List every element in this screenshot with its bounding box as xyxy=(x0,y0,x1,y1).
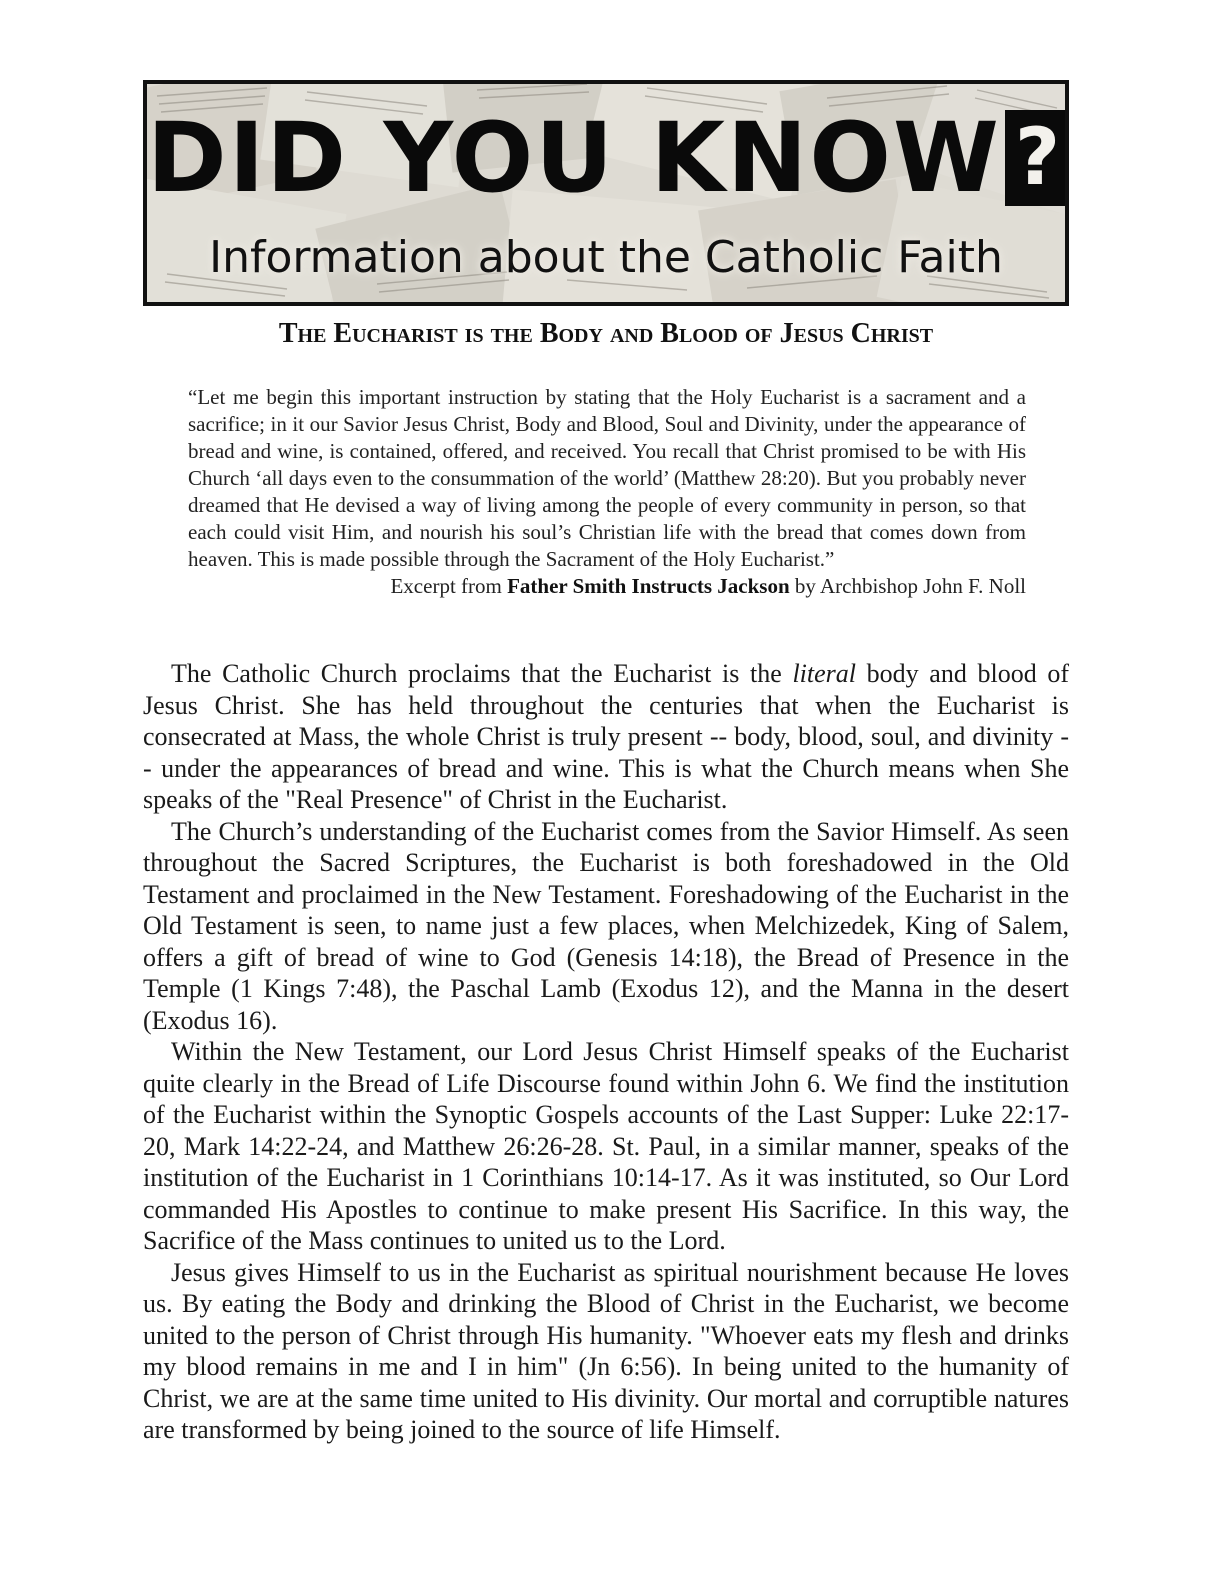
paragraph-2: The Church’s understanding of the Eucharist comes from the Savior Himself. As seen throughout the Sacred Scriptures, the Eucharist is both foreshadowed in the Old Testament and proclaimed in the New Testament. Foreshadowing of the Eucharist in the Old Testament is seen, to name just a few places, when Melchizedek, King of Salem, offers a gift of bread of wine to God (Genesis 14:18), the Bread of Presence in the Temple (1 Kings 7:48), the Paschal Lamb (Exodus 12), and the Manna in the desert (Exodus 16). xyxy=(143,816,1069,1035)
paragraph-1-end: body and blood of Jesus Christ. She has held throughout the centuries that when the Eucharist is consecrated at Mass, the whole Christ is truly present -- body, blood, soul, and divinity -- under the appearances of bread and wine. This is what the Church means when She speaks of the "Real Presence" of Christ in the Eucharist. xyxy=(143,659,1070,814)
paragraph-1-emphasis: literal xyxy=(792,659,856,688)
paragraph-1-start: The Catholic Church proclaims that the Eucharist is the xyxy=(171,659,793,688)
did-you-know-banner xyxy=(143,80,1069,306)
paragraph-4: Jesus gives Himself to us in the Eucharist as spiritual nourishment because He loves us. By eating the Body and drinking the Blood of Christ in the Eucharist, we become united to the person of Christ through His humanity. "Whoever eats my flesh and drinks my blood remains in me and I in him" (Jn 6:56). In being united to the humanity of Christ, we are at the same time united to His divinity. Our mortal and corruptible natures are transformed by being joined to the source of life Himself. xyxy=(143,1257,1069,1444)
paragraph-1 xyxy=(143,658,1069,816)
quote-block xyxy=(188,384,1026,600)
banner-subtitle: Information about the Catholic Faith xyxy=(209,232,1003,283)
paragraph-3: Within the New Testament, our Lord Jesus Christ Himself speaks of the Eucharist quite clearly in the Bread of Life Discourse found within John 6. We find the institution of the Eucharist within the Synoptic Gospels accounts of the Last Supper: Luke 22:17-20, Mark 14:22-24, and Matthew 26:26-28. St. Paul, in a similar manner, speaks of the institution of the Eucharist in 1 Corinthians 10:14-17. As it was instituted, so Our Lord commanded His Apostles to continue to make present His Sacrifice. In this way, the Sacrifice of the Mass continues to united us to the Lord. xyxy=(143,1037,1069,1255)
page-title: The Eucharist is the Body and Blood of Jesus Christ xyxy=(278,318,934,349)
quote-text: “Let me begin this important instruction by stating that the Holy Eucharist is a sacrament and a sacrifice; in it our Savior Jesus Christ, Body and Blood, Soul and Divinity, under the appearance of bread and wine, is contained, offered, and received. You recall that Christ promised to be with His Church ‘all days even to the consummation of the world’ (Matthew 28:20). But you probably never dreamed that He devised a way of living among the people of every community in person, so that each could visit Him, and nourish his soul’s Christian life with the bread that comes down from heaven. This is made possible through the Sacrament of the Holy Eucharist.” xyxy=(188,385,1026,571)
attribution-prefix: Excerpt from xyxy=(390,574,508,598)
attribution-suffix: by Archbishop John F. Noll xyxy=(789,574,1026,598)
article-body xyxy=(143,658,1069,1446)
banner-title xyxy=(147,102,1065,214)
banner-title-text: DID YOU KNOW xyxy=(147,102,1001,214)
attribution-book-title: Father Smith Instructs Jackson xyxy=(507,574,790,598)
question-mark-icon: ? xyxy=(1005,110,1069,206)
quote-attribution xyxy=(188,573,1026,600)
